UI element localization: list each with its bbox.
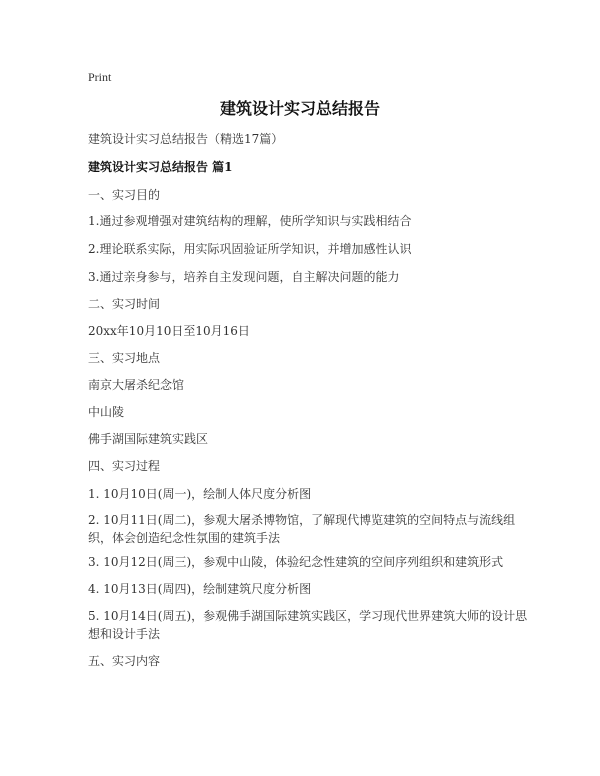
page-title: 建筑设计实习总结报告 (219, 99, 380, 118)
process-item: 5. 10月14日(周五)，参观佛手湖国际建筑实践区，学习现代世界建筑大师的设计思想和设计手法 (88, 609, 528, 641)
purpose-item: 3.通过亲身参与，培养自主发现问题，自主解决问题的能力 (88, 270, 400, 284)
print-link[interactable]: Print (88, 70, 112, 84)
section-heading: 建筑设计实习总结报告 篇1 (88, 160, 233, 174)
process-item: 3. 10月12日(周三)，参观中山陵，体验纪念性建筑的空间序列组织和建筑形式 (88, 555, 504, 569)
process-heading: 四、实习过程 (88, 459, 161, 473)
process-item: 4. 10月13日(周四)，绘制建筑尺度分析图 (88, 582, 312, 596)
location-item: 中山陵 (88, 405, 125, 419)
document-subtitle: 建筑设计实习总结报告（精选17篇） (88, 132, 284, 146)
time-value: 20xx年10月10日至10月16日 (88, 324, 250, 338)
time-heading: 二、实习时间 (88, 297, 161, 311)
purpose-item: 1.通过参观增强对建筑结构的理解，使所学知识与实践相结合 (88, 214, 412, 228)
location-item: 佛手湖国际建筑实践区 (88, 432, 209, 446)
purpose-item: 2.理论联系实际，用实际巩固验证所学知识，并增加感性认识 (88, 242, 412, 256)
content-heading: 五、实习内容 (88, 654, 161, 668)
location-heading: 三、实习地点 (88, 351, 161, 365)
purpose-heading: 一、实习目的 (88, 188, 161, 202)
process-item: 2. 10月11日(周二)，参观大屠杀博物馆，了解现代博览建筑的空间特点与流线组织，体会创造纪念性氛围的建筑手法 (88, 513, 516, 545)
process-item: 1. 10月10日(周一)，绘制人体尺度分析图 (88, 487, 312, 501)
location-item: 南京大屠杀纪念馆 (88, 378, 185, 392)
